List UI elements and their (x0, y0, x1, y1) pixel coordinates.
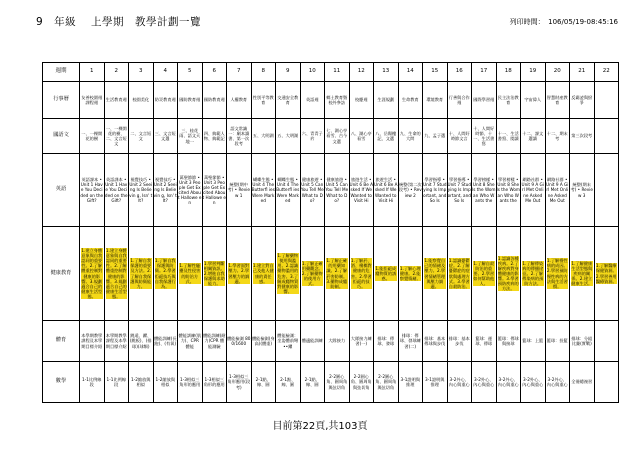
plan-cell: 三、文言短文選 (153, 119, 178, 154)
plan-cell: 體適能訓練 (300, 321, 325, 362)
plan-cell: 健康旅遊 • Unit 5 Can You Tell Me What to Do? (300, 154, 325, 227)
plan-cell: 統整(期中考) • Review 1 (227, 154, 252, 227)
plan-cell: 八、岳陽樓記、文選 (374, 119, 399, 154)
plan-cell (594, 82, 619, 119)
plan-cell: 網路社群 • Unit 9 A Girl Met Online Asked Me Out (545, 154, 570, 227)
plan-cell: 排球：基本傳球與步伐 (423, 321, 448, 362)
plan-cell (374, 227, 399, 321)
week-header: 11 (325, 63, 350, 82)
week-header-row (43, 63, 619, 82)
plan-cell: 大隊接力練習(一) (349, 321, 374, 362)
plan-cell: 2-2圓心角、圓周角與弦切角 (374, 362, 399, 403)
plan-cell: 3-1證明與推理 (398, 362, 423, 403)
plan-cell: 學習榜樣 • Unit 8 She Is the Woman Who Wants the (472, 154, 497, 227)
plan-cell: 籃球：投籃 (545, 321, 570, 362)
subject-label: 健康教育 (43, 227, 80, 321)
plan-cell: 2-2圓心角、圓周角與弦切角 (325, 362, 350, 403)
plan-cell: 排球：基本步伐 (447, 321, 472, 362)
plan-cell: 環境教育 (423, 82, 448, 119)
week-header: 6 (202, 63, 227, 82)
plan-cell: 一、一棵開花的樹、二、文言短文 (104, 119, 129, 154)
subject-label: 英語 (43, 154, 80, 227)
highlighted-text: 1.了解自我保護與防衛。2.學習拒絕技巧與自我保護行為。 (154, 258, 176, 289)
highlighted-text: 1.了解慢性病的成因。2.學習預防慢性病的方法與生活習慣。 (546, 258, 568, 289)
plan-cell: 八、湖心亭看雪 (349, 119, 374, 154)
subject-row (43, 227, 619, 321)
week-header: 16 (447, 63, 472, 82)
highlighted-text: 1.認識憂鬱症。2.了解憂鬱症的症狀與處理方式。3.學習自殺防治。 (448, 258, 470, 289)
plan-cell: 四、典範人物、典範記 (202, 119, 227, 154)
plan-cell: 國際學習週 (472, 82, 497, 119)
subject-row (43, 82, 619, 119)
plan-cell: 1-1比例線段 (80, 362, 105, 403)
plan-cell: 3-2外心、內心與重心 (496, 362, 521, 403)
plan-cell: 蝴蝶生態 • Unit 4 The Butterfl ies Were Marked (276, 154, 301, 227)
plan-cell: 學習榜樣 • Unit 8 She Is the Woman Who Wants the (496, 154, 521, 227)
highlighted-text: 1.了解自殺防治的重要。2.學習如何幫助他人。 (473, 260, 495, 287)
highlighted-text: 1.了解心理健康。2.能察覺情緒。 (399, 265, 421, 282)
plan-cell: 健康旅遊 • Unit 5 Can You Tell Me What to Do? (325, 154, 350, 227)
plan-cell: 交通安全教育 (276, 82, 301, 119)
week-header: 13 (374, 63, 399, 82)
plan-cell (300, 227, 325, 321)
plan-cell: 防災教育週 (153, 82, 178, 119)
week-header: 2 (104, 63, 129, 82)
plan-cell: 十二、期末考 (545, 119, 570, 154)
plan-cell: 英語課本 • Unit 1 Have You Decided on the Gift? (80, 154, 105, 227)
highlighted-text: 1.能拒絕成癮物質的誘惑。 (375, 265, 397, 282)
plan-cell: 宇宙偉人 (521, 82, 546, 119)
plan-cell: 全冊總複習 (570, 362, 595, 403)
plan-cell: 國防教育週 (178, 82, 203, 119)
plan-cell (325, 227, 350, 321)
plan-cell: 友善校園週 課程週 (80, 82, 105, 119)
week-header: 19 (521, 63, 546, 82)
plan-cell (129, 227, 154, 321)
plan-cell: 大隊接力 (325, 321, 350, 362)
plan-cell: 體能檢測(身高)(體重) (251, 321, 276, 362)
week-header: 17 (472, 63, 497, 82)
plan-cell: 3-2外心、內心與重心 (472, 362, 497, 403)
plan-cell (594, 154, 619, 227)
plan-cell: 三、桂花雨、語文天地一 (178, 119, 203, 154)
plan-cell: 1-2縮放與相似 (153, 362, 178, 403)
week-header: 1 (80, 63, 105, 82)
plan-cell: 十一、生活書寫、閱讀 (496, 119, 521, 154)
plan-cell: 1-3相似三角形的應用 (178, 362, 203, 403)
plan-cell: 旅遊生活 • Unit 6 Be Asked If We Wanted to Visit Hi (349, 154, 374, 227)
subject-label: 數學 (43, 362, 80, 403)
plan-cell (153, 227, 178, 321)
plan-cell: 五、大明湖 (251, 119, 276, 154)
highlighted-text: 1.了解藥物使用與濫用。2.認識藥物濫用的危害。3.了解成癮物質對健康的影響。 (277, 253, 299, 294)
plan-cell: 學習指導 • Unit 7 Studying Is Important, and So Is (447, 154, 472, 227)
plan-cell: 1-1比例線段 (104, 362, 129, 403)
plan-cell: 人權教育 (227, 82, 252, 119)
plan-cell: 語文常識一：劇本讀書、第一次段考 (227, 119, 252, 154)
plan-cell (104, 227, 129, 321)
highlighted-text: 1.建立身體意象與自我認同的重要性。2.了解體重控制對健康的影響。3.規劃適合自己的健康生活型態。 (105, 248, 127, 299)
week-header: 10 (300, 63, 325, 82)
plan-cell: 體能訓練(長跑)、(有氧) (153, 321, 178, 362)
plan-cell: 十、人間好時節、十一、生活書寫 (472, 119, 497, 154)
plan-cell: 統整(期末考) • Review 3 (570, 154, 595, 227)
plan-cell: 1-3相似三角形的應用 (202, 362, 227, 403)
plan-cell: 十、人間好時節文言 (447, 119, 472, 154)
subject-label: 國語文 (43, 119, 80, 154)
plan-cell (545, 227, 570, 321)
plan-cell: 體能檢測：坐姿體前彎 ••躍 (276, 321, 301, 362)
week-header: 7 (227, 63, 252, 82)
plan-cell: 體能檢測 800/1600 (227, 321, 252, 362)
highlighted-text: 1.學習面對壓力。2.學習壓力的調適。 (228, 263, 250, 284)
plan-cell (570, 227, 595, 321)
highlighted-text: 1.了解傳染病的傳播途徑。2.了解傳染病的預防方法。 (522, 260, 544, 287)
plan-cell (227, 227, 252, 321)
subject-row (43, 362, 619, 403)
plan-cell: 十二、課文選讀 (521, 119, 546, 154)
page-header (0, 14, 640, 34)
plan-cell: 2-1點、線、圓 (300, 362, 325, 403)
plan-cell: 排球：傳球、發球練習(二) (398, 321, 423, 362)
subject-row (43, 119, 619, 154)
plan-cell (447, 227, 472, 321)
highlighted-text: 1.了解正確的用藥知識。2.了解菸害防制。3.藥物成癮防制。 (326, 258, 348, 289)
plan-cell: 3-1證明與推理 (423, 362, 448, 403)
plan-cell: 3-2外心、內心與重心 (521, 362, 546, 403)
plan-cell: 2-2圓心角、圓周角與弦切角 (349, 362, 374, 403)
plan-cell: 2-1點、線、圓 (251, 362, 276, 403)
plan-cell: 生命教育 (398, 82, 423, 119)
plan-cell: 校慶週 (349, 82, 374, 119)
plan-cell: 3-2外心、內心與重心 (545, 362, 570, 403)
highlighted-text: 1.了解性騷擾及性侵害的防治方式。 (179, 263, 201, 284)
plan-cell: 英語週 (300, 82, 325, 119)
highlighted-text: 1.能察覺自己的情緒及壓力。2.學習情緒管理與壓力調適。 (424, 258, 446, 289)
plan-cell: 籃球：上籃 (521, 321, 546, 362)
plan-cell: 民主法治教育 (496, 82, 521, 119)
plan-cell: 1-2縮放與相似 (129, 362, 154, 403)
plan-cell: 體能訓練(肌力)、CPR 體能 (178, 321, 203, 362)
plan-cell: 本學期教學課程及本學期目標介紹 (80, 321, 105, 362)
plan-cell (472, 227, 497, 321)
plan-cell (349, 227, 374, 321)
plan-cell: 鄉土教育暨校外參訪 (325, 82, 350, 119)
plan-cell: 蝴蝶生態 • Unit 4 The Butterfl ies Were Marked (251, 154, 276, 227)
week-header: 22 (594, 63, 619, 82)
plan-cell: 反霸凌與紛爭 (570, 82, 595, 119)
plan-cell: 智慧財產教育 (545, 82, 570, 119)
highlighted-text: 1.了解菸、酒、檳榔對健康的危害。2.學習拒絕的技巧。 (350, 258, 372, 289)
week-header: 3 (129, 63, 154, 82)
plan-cell (251, 227, 276, 321)
plan-cell: 六、青青子衿 (300, 119, 325, 154)
pagination-text: 目前第22頁,共103頁 (272, 421, 368, 432)
week-header: 5 (178, 63, 203, 82)
plan-cell: 籃球：傳球與接球 (496, 321, 521, 362)
corner-label: 週期 (43, 63, 80, 82)
plan-cell: 排球：傳球、發球 (374, 321, 399, 362)
plan-cell: 生涯規劃 (374, 82, 399, 119)
plan-cell (594, 227, 619, 321)
plan-cell: 視覺技巧 • Unit 2 Seeing Is Believin g, Isn' t It? (129, 154, 154, 227)
week-header: 8 (251, 63, 276, 82)
plan-cell: 萬聖節節 • Unit 3 People Get Excited About Hallowe en (202, 154, 227, 227)
plan-cell (423, 227, 448, 321)
highlighted-text: 1.了解自我保護的重要及方法。2.了解自我保護與防衛能力。 (130, 258, 152, 289)
week-header: 9 (276, 63, 301, 82)
subject-row (43, 321, 619, 362)
plan-cell: 體能訓練(耐力)CPR 體能測驗 (202, 321, 227, 362)
plan-cell: 國防教育週 (202, 82, 227, 119)
subject-label: 行事曆 (43, 82, 80, 119)
plan-cell: 1-3相似三角形應用(段考) (227, 362, 252, 403)
plan-cell (594, 119, 619, 154)
plan-cell: 五、大明湖 (276, 119, 301, 154)
week-header: 18 (496, 63, 521, 82)
plan-cell: 行善與合作週 (447, 82, 472, 119)
plan-cell: 3-2外心、內心與重心 (447, 362, 472, 403)
plan-cell: 網路社群 • Unit 9 A Girl Met Online Asked Me Out (521, 154, 546, 227)
week-header: 20 (545, 63, 570, 82)
highlighted-text: 1.建立身體意象與自我認同的重要性。2.了解體重控制對健康的影響。3.規劃適合自己的健康生活型態。 (81, 248, 103, 299)
plan-cell: 旅遊生活 • Unit 6 Be Asked If We Wanted to Visit Hi (374, 154, 399, 227)
plan-cell: 跳遠、躍、(跳板)、(排球)(球類) (129, 321, 154, 362)
plan-cell: 第三次段考 (570, 119, 595, 154)
plan-cell: 校園美化 (129, 82, 154, 119)
plan-cell: 統整(第二次段考) • Review 2 (398, 154, 423, 227)
plan-cell: 七、湖心亭看雪、古今文選 (325, 119, 350, 154)
plan-cell: 生活教育週 (104, 82, 129, 119)
highlighted-text: 1.了解醫療保健資源。2.學習善用醫療資源。 (595, 263, 617, 284)
plan-cell (594, 362, 619, 403)
week-header: 12 (349, 63, 374, 82)
plan-cell (276, 227, 301, 321)
subject-label: 體育 (43, 321, 80, 362)
plan-cell: 英語課本 • Unit 1 Have You Decided on the Gift? (104, 154, 129, 227)
week-header: 4 (153, 63, 178, 82)
teaching-plan-table (42, 62, 619, 403)
plan-cell: 籃球：運球、傳球 (472, 321, 497, 362)
plan-cell: 二、文言短文 (129, 119, 154, 154)
week-header: 21 (570, 63, 595, 82)
plan-cell: 萬聖節節 • Unit 3 People Get Excited About Hallowe en (178, 154, 203, 227)
plan-cell (80, 227, 105, 321)
highlighted-text: 1.了解健康生活型態與疾病的關係。2.建立健康生活。 (571, 260, 593, 287)
highlighted-text: 1.建立對自己及他人健康的責任感。 (252, 263, 274, 284)
plan-cell (594, 321, 619, 362)
plan-cell (521, 227, 546, 321)
plan-cell (398, 227, 423, 321)
week-header: 15 (423, 63, 448, 82)
print-timestamp: 列印時間： 106/05/19-08:45:16 (509, 18, 618, 26)
page-title: 9 年級 上學期 教學計劃一覽 (36, 16, 202, 28)
plan-cell: 九、生命的大問 (398, 119, 423, 154)
plan-cell: 九、孟子選 (423, 119, 448, 154)
subject-row (43, 154, 619, 227)
plan-cell: 排球：分組比賽(實戰) (570, 321, 595, 362)
plan-cell (496, 227, 521, 321)
plan-cell: 性別平等教育 (251, 82, 276, 119)
highlighted-text: 1.了解正確用藥觀念。2.了解藥物的使用方式。 (301, 260, 323, 287)
plan-cell: 2-1點、線、圓 (276, 362, 301, 403)
plan-cell: 一、一棵開花的樹 (80, 119, 105, 154)
plan-cell: 學習指導 • Unit 7 Studying Is Important, and So Is (423, 154, 448, 227)
plan-cell (178, 227, 203, 321)
plan-cell (202, 227, 227, 321)
week-header: 14 (398, 63, 423, 82)
highlighted-text: 1.學習判斷相關資訊。2.增進自我保護與求助能力。 (203, 260, 225, 287)
plan-cell: 視覺技巧 • Unit 2 Seeing Is Believin g, Isn' t It? (153, 154, 178, 227)
highlighted-text: 1.認識各種疾病。2.了解疾病對身體健康的影響。3.學習預防疾病的方法。 (497, 255, 519, 292)
plan-cell: 本學期教學課程及本學期目標介紹 (104, 321, 129, 362)
